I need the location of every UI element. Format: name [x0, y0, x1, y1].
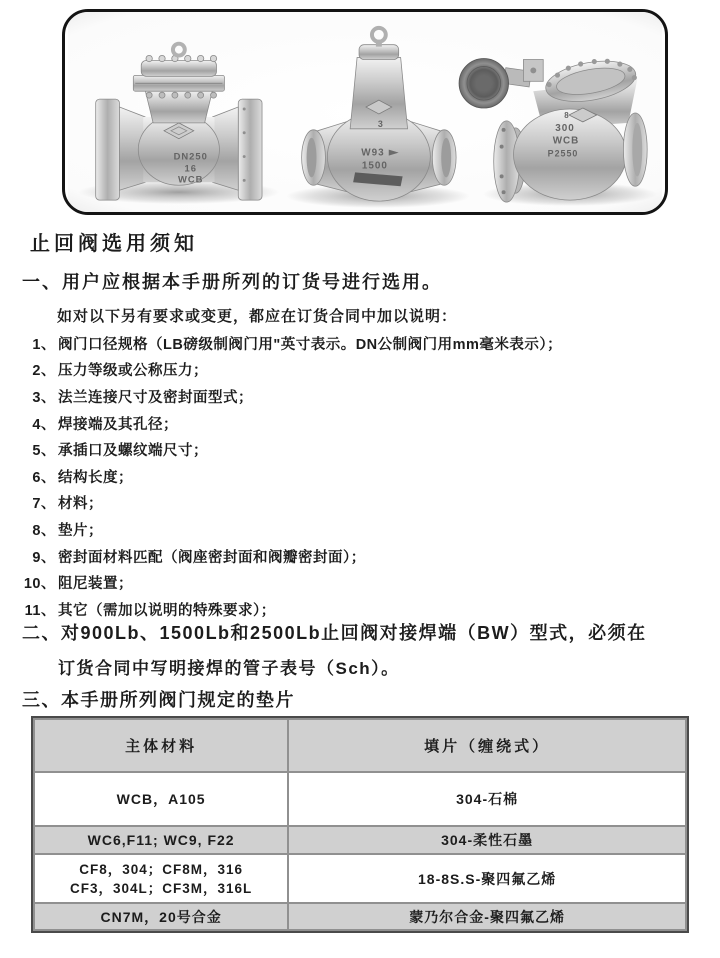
material-cell: CN7M，20号合金: [34, 903, 288, 930]
list-item: [14, 543, 562, 570]
section-2-line2: 订货合同中写明接焊的管子表号（Sch）。: [58, 659, 400, 678]
gasket-cell: 18-8S.S-聚四氟乙烯: [288, 854, 686, 903]
item-text: 结构长度；: [58, 469, 133, 486]
material-line: CF8，304；CF8M，316: [79, 861, 244, 877]
gasket-cell: 蒙乃尔合金-聚四氟乙烯: [288, 903, 686, 930]
table-row: [34, 772, 686, 826]
item-text: 垫片；: [58, 522, 103, 539]
table-row: [34, 854, 686, 903]
valve-mark: 16: [184, 162, 197, 174]
section-3-heading: 三、本手册所列阀门规定的垫片: [22, 690, 295, 710]
valve-mark: 1500: [361, 160, 388, 172]
table-row: [34, 826, 686, 854]
flange: [96, 99, 120, 200]
list-item: [14, 357, 562, 384]
gasket-cell: 304-石棉: [288, 772, 686, 826]
table-header-row: [34, 719, 686, 772]
section-1-intro: 如对以下另有要求或变更，都应在订货合同中加以说明：: [57, 308, 458, 325]
item-number: 3、: [32, 389, 56, 406]
item-text: 阀门口径规格（LB磅级制阀门用"英寸表示。DN公制阀门用mm毫米表示）；: [58, 336, 563, 353]
valve-mark: DN250: [173, 150, 208, 162]
valve-photo-image: [65, 12, 665, 212]
section-2-line1: 二、对900Lb、1500Lb和2500Lb止回阀对接焊端（BW）型式，必须在: [22, 623, 647, 643]
item-text: 压力等级或公称压力；: [58, 363, 208, 380]
flange: [238, 99, 262, 200]
valve-mark: WCB: [552, 135, 580, 147]
item-number: 11、: [24, 602, 56, 619]
valve-mark: W93: [361, 147, 385, 159]
bonnet-cap: [141, 61, 216, 77]
item-text: 阻尼装置；: [58, 576, 133, 593]
list-item: [14, 569, 562, 596]
material-cell: [34, 854, 288, 903]
material-cell: WC6,F11; WC9, F22: [34, 826, 288, 854]
gasket-table: [31, 716, 689, 933]
material-line: CF3，304L；CF3M，316L: [69, 880, 253, 896]
gasket-table-grid: [33, 718, 687, 931]
item-number: 6、: [32, 469, 56, 486]
list-item: [14, 463, 562, 490]
item-number: 1、: [32, 336, 56, 353]
valve-mark: 300: [555, 122, 575, 134]
requirement-list: [14, 330, 562, 623]
valve-mark: 3: [377, 118, 384, 129]
material-cell: WCB，A105: [34, 772, 288, 826]
item-number: 9、: [32, 549, 56, 566]
table-header-gasket: 填片（缠绕式）: [288, 719, 686, 772]
item-text: 密封面材料匹配（阀座密封面和阀瓣密封面）；: [58, 549, 366, 566]
item-text: 承插口及螺纹端尺寸；: [58, 443, 208, 460]
table-row: [34, 903, 686, 930]
valve-mark: 8: [564, 110, 570, 120]
list-item: [14, 383, 562, 410]
item-text: 法兰连接尺寸及密封面型式；: [58, 389, 253, 406]
item-number: 5、: [32, 443, 56, 460]
list-item: [14, 516, 562, 543]
bonnet-cap: [359, 45, 399, 60]
item-number: 10、: [23, 576, 56, 593]
gasket-cell: 304-柔性石墨: [288, 826, 686, 854]
item-text: 焊接端及其孔径；: [58, 416, 178, 433]
valve-mark: P2550: [547, 148, 579, 159]
item-number: 7、: [32, 496, 56, 513]
item-number: 8、: [32, 522, 56, 539]
item-number: 2、: [32, 363, 56, 380]
valve-mark: WCB: [178, 173, 204, 185]
list-item: [14, 436, 562, 463]
section-1-heading: 一、用户应根据本手册所列的订货号进行选用。: [22, 272, 442, 292]
item-number: 4、: [32, 416, 56, 433]
item-text: 材料；: [58, 496, 103, 513]
valve-photo-panel: [62, 9, 668, 215]
list-item: [14, 330, 562, 357]
page-title: 止回阀选用须知: [30, 233, 198, 255]
item-text: 其它（需加以说明的特殊要求）；: [58, 602, 276, 619]
table-header-material: 主体材料: [34, 719, 288, 772]
list-item: [14, 410, 562, 437]
list-item: [14, 490, 562, 517]
